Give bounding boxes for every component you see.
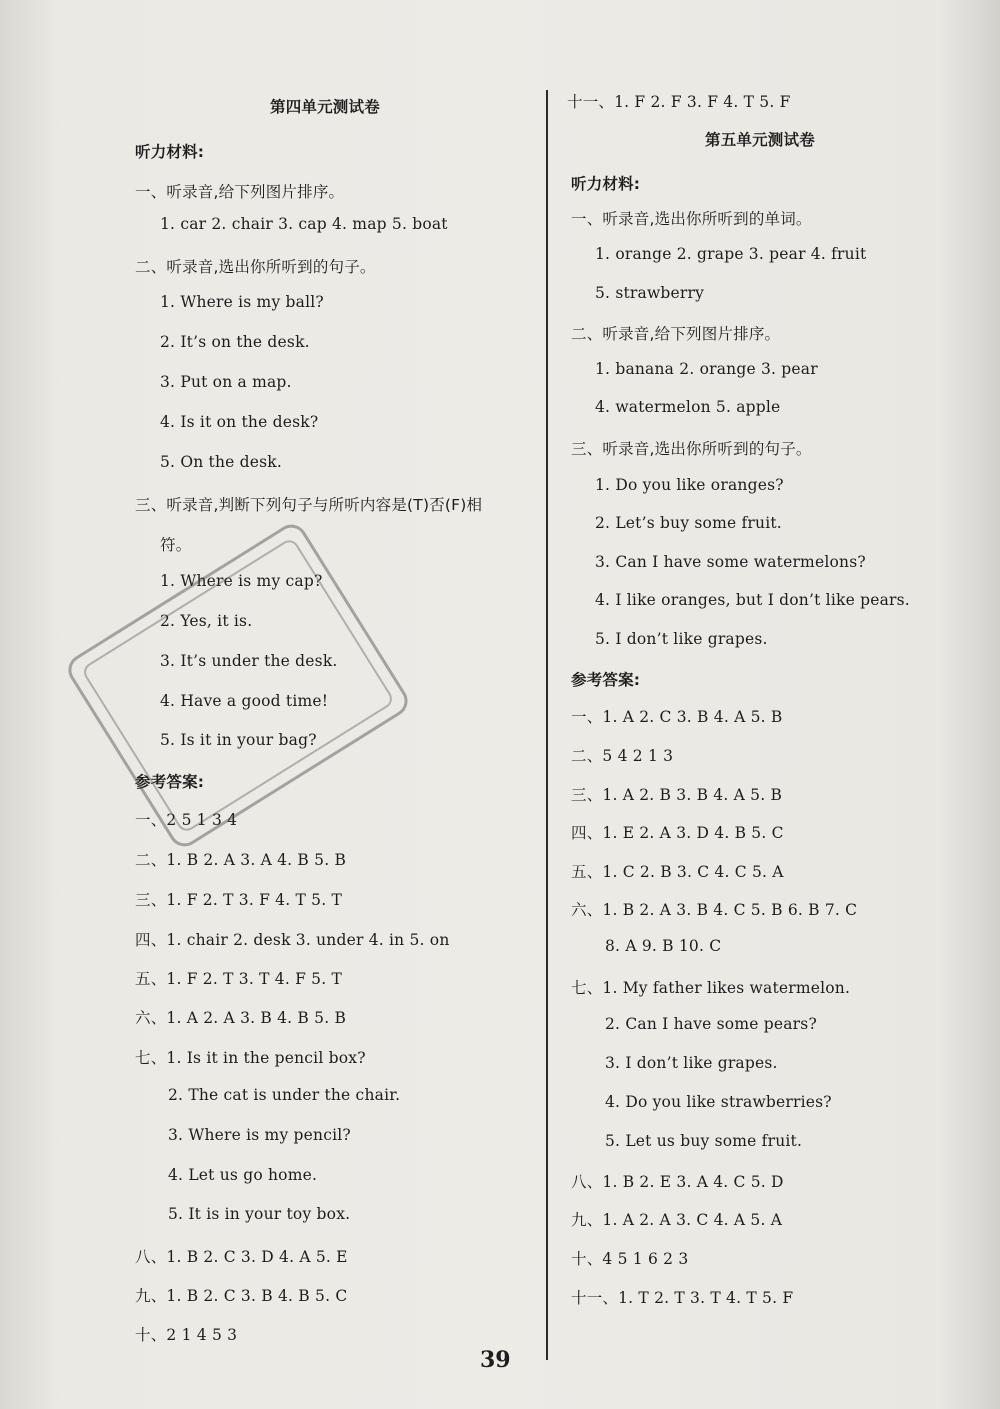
answer-sentence: 5. Let us buy some fruit. (605, 1132, 803, 1150)
answer-row: 六、1. B 2. A 3. B 4. C 5. B 6. B 7. C (571, 901, 858, 919)
section-1-heading: 一、听录音,给下列图片排序。 (135, 183, 345, 201)
section-3-item: 3. It’s under the desk. (160, 652, 338, 670)
answer-row-cont: 8. A 9. B 10. C (605, 937, 722, 955)
stamp-seal (62, 519, 413, 853)
column-divider (546, 90, 548, 1360)
answer-sentence: 5. It is in your toy box. (168, 1205, 351, 1223)
listening-label: 听力材料: (571, 175, 641, 193)
section-2-items: 1. banana 2. orange 3. pear (595, 360, 818, 378)
answer-row: 二、1. B 2. A 3. A 4. B 5. B (135, 851, 347, 869)
answer-sentence: 3. Where is my pencil? (168, 1126, 351, 1144)
answer-row: 七、1. My father likes watermelon. (571, 979, 851, 997)
section-3-item: 2. Yes, it is. (160, 612, 253, 630)
answer-row: 十、4 5 1 6 2 3 (571, 1250, 689, 1268)
section-3-item: 5. Is it in your bag? (160, 731, 317, 749)
section-3-item: 2. Let’s buy some fruit. (595, 514, 782, 532)
answer-row: 十一、1. F 2. F 3. F 4. T 5. F (567, 93, 791, 111)
section-3-item: 1. Do you like oranges? (595, 476, 784, 494)
answer-sentence: 2. The cat is under the chair. (168, 1086, 401, 1104)
section-2-items: 4. watermelon 5. apple (595, 398, 781, 416)
answer-sentence: 4. Let us go home. (168, 1166, 318, 1184)
answer-row: 二、5 4 2 1 3 (571, 747, 674, 765)
answer-row: 三、1. F 2. T 3. F 4. T 5. T (135, 891, 343, 909)
section-1-items: 5. strawberry (595, 284, 705, 302)
stamp-inner-border (80, 537, 395, 835)
answer-row: 四、1. chair 2. desk 3. under 4. in 5. on (135, 931, 450, 949)
answer-row: 一、1. A 2. C 3. B 4. A 5. B (571, 708, 783, 726)
listening-label: 听力材料: (135, 143, 205, 161)
answer-row: 十一、1. T 2. T 3. T 4. T 5. F (571, 1289, 794, 1307)
section-2-item: 2. It’s on the desk. (160, 333, 310, 351)
answer-row: 一、2 5 1 3 4 (135, 811, 238, 829)
section-3-heading: 三、听录音,选出你所听到的句子。 (571, 440, 812, 458)
section-3-item: 4. Have a good time! (160, 692, 329, 710)
answers-label: 参考答案: (135, 773, 205, 791)
answer-row: 七、1. Is it in the pencil box? (135, 1049, 366, 1067)
section-1-heading: 一、听录音,选出你所听到的单词。 (571, 210, 812, 228)
section-2-item: 3. Put on a map. (160, 373, 292, 391)
unit4-title: 第四单元测试卷 (270, 98, 380, 116)
section-2-heading: 二、听录音,选出你所听到的句子。 (135, 258, 376, 276)
section-2-item: 4. Is it on the desk? (160, 413, 319, 431)
answer-sentence: 4. Do you like strawberries? (605, 1093, 832, 1111)
answer-row: 九、1. B 2. C 3. B 4. B 5. C (135, 1287, 348, 1305)
answer-row: 五、1. C 2. B 3. C 4. C 5. A (571, 863, 784, 881)
section-2-heading: 二、听录音,给下列图片排序。 (571, 325, 781, 343)
section-3-item: 4. I like oranges, but I don’t like pears. (595, 591, 910, 609)
section-3-item: 3. Can I have some watermelons? (595, 553, 866, 571)
answer-row: 五、1. F 2. T 3. T 4. F 5. T (135, 970, 343, 988)
answers-label: 参考答案: (571, 671, 641, 689)
section-3-heading-cont: 符。 (160, 536, 192, 554)
answer-row: 八、1. B 2. C 3. D 4. A 5. E (135, 1248, 348, 1266)
answer-row: 四、1. E 2. A 3. D 4. B 5. C (571, 824, 784, 842)
answer-row: 十、2 1 4 5 3 (135, 1326, 238, 1344)
answer-sentence: 3. I don’t like grapes. (605, 1054, 778, 1072)
section-3-item: 5. I don’t like grapes. (595, 630, 768, 648)
answer-row: 六、1. A 2. A 3. B 4. B 5. B (135, 1009, 347, 1027)
section-3-heading: 三、听录音,判断下列句子与所听内容是(T)否(F)相 (135, 496, 483, 514)
answer-row: 九、1. A 2. A 3. C 4. A 5. A (571, 1211, 783, 1229)
section-1-items: 1. orange 2. grape 3. pear 4. fruit (595, 245, 867, 263)
answer-row: 三、1. A 2. B 3. B 4. A 5. B (571, 786, 783, 804)
page-number: 39 (480, 1347, 511, 1373)
section-1-items: 1. car 2. chair 3. cap 4. map 5. boat (160, 215, 448, 233)
unit5-title: 第五单元测试卷 (705, 131, 815, 149)
watermark-logo (785, 1318, 985, 1403)
section-3-item: 1. Where is my cap? (160, 572, 323, 590)
section-2-item: 5. On the desk. (160, 453, 283, 471)
section-2-item: 1. Where is my ball? (160, 293, 324, 311)
answer-sentence: 2. Can I have some pears? (605, 1015, 817, 1033)
answer-row: 八、1. B 2. E 3. A 4. C 5. D (571, 1173, 784, 1191)
